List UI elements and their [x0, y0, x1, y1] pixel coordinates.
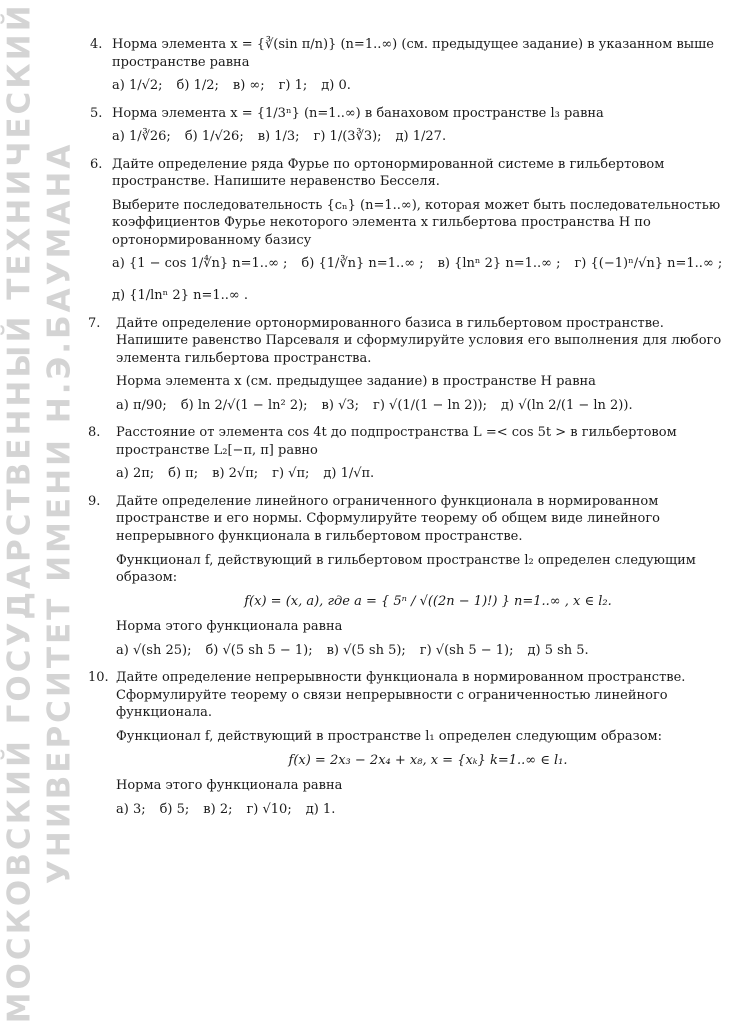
problem-text: Дайте определение ортонормированного базиса в гильбертовом пространстве. Напишите равенство Парсеваля и сформулируйте условия его выполнения для любого элемента гильбертова пространства.	[116, 315, 722, 366]
problem-text: Норма элемента x = {∛(sin π/n)} (n=1..∞) (см. предыдущее задание) в указанном выше пространстве равна	[112, 37, 714, 70]
problem-text: Дайте определение линейного ограниченного функционала в нормированном пространстве и его нормы. Сформулируйте теорему об общем виде линейного непрерывного функционала в гильбертовом пространстве.	[116, 493, 661, 545]
formula: f(x) = 2x₃ − 2x₄ + x₈, x = {xₖ} k=1..∞ ∈ l₁.	[288, 752, 568, 768]
answer-a: а) 1/√2;	[112, 78, 163, 94]
answer-options	[112, 77, 740, 95]
answer-b: б) π;	[168, 466, 199, 482]
problem-text: Расстояние от элемента cos 4t до подпространства L =< cos 5t > в гильбертовом пространстве L₂[−π, π] равно	[116, 425, 677, 458]
problem-number: 9.	[88, 493, 101, 509]
problem-7	[88, 315, 740, 415]
answer-c: в) √3;	[321, 397, 360, 413]
answer-a: а) √(sh 25);	[116, 642, 192, 658]
answer-options	[116, 397, 740, 415]
answer-c: в) 2√π;	[212, 466, 259, 482]
watermark-column-1	[0, 0, 40, 1026]
problem-text: Дайте определение ряда Фурье по ортонормированной системе в гильбертовом пространстве. Напишите неравенство Бесселя.	[112, 156, 665, 190]
watermark-line-2: УНИВЕРСИТЕТ ИМЕНИ Н.Э.БАУМАНА	[41, 141, 78, 885]
problem-text-2: Норма элемента x (см. предыдущее задание) в пространстве H равна	[116, 374, 596, 390]
answer-options	[116, 801, 740, 819]
answer-options	[112, 128, 740, 146]
answer-e: д) 1/√π.	[323, 466, 375, 482]
answer-c: в) 2;	[203, 801, 233, 817]
answer-b: б) 1/2;	[176, 78, 219, 94]
answer-e: д) 5 sh 5.	[527, 642, 589, 658]
answer-b: б) ln 2/√(1 − ln² 2);	[180, 397, 308, 413]
problem-5	[90, 105, 740, 146]
answer-options	[116, 642, 740, 660]
answer-e: д) 1.	[305, 801, 336, 817]
answer-e: д) 1/27.	[395, 129, 447, 145]
problem-text-3: Норма этого функционала равна	[116, 778, 343, 794]
problem-list	[90, 36, 740, 828]
watermark-column-2	[40, 0, 80, 1026]
answer-b: б) √(5 sh 5 − 1);	[205, 642, 313, 658]
problem-number: 4.	[90, 37, 103, 52]
answer-b: б) 5;	[159, 801, 190, 817]
answer-options	[116, 465, 740, 483]
formula: f(x) = (x, a), где a = { 5ⁿ / √((2n − 1)!) } n=1..∞ , x ∈ l₂.	[244, 593, 612, 609]
answer-d: г) {(−1)ⁿ/√n} n=1..∞ ;	[574, 256, 723, 272]
problem-text-2: Функционал f, действующий в пространстве l₁ определен следующим образом:	[116, 728, 663, 744]
problem-text-2: Выберите последовательность {cₙ} (n=1..∞), которая может быть последовательностью коэффициентов Фурье некоторого элемента x гильбертова пространства H по ортонормированному базису	[112, 197, 721, 248]
problem-number: 10.	[88, 670, 109, 686]
problem-8	[88, 424, 740, 483]
problem-10	[88, 669, 740, 818]
problem-text: Дайте определение непрерывности функционала в нормированном пространстве. Сформулируйте теорему о связи непрерывности с ограниченностью линейного функционала.	[116, 670, 686, 721]
answer-b: б) 1/√26;	[184, 129, 244, 145]
answer-e: д) √(ln 2/(1 − ln 2)).	[501, 397, 633, 413]
problem-number: 8.	[88, 425, 101, 441]
answer-c: в) {lnⁿ 2} n=1..∞ ;	[437, 256, 561, 272]
answer-d: г) √π;	[272, 466, 310, 482]
answer-e: д) 0.	[321, 78, 351, 94]
answer-a: а) 2π;	[116, 466, 155, 482]
problem-text: Норма элемента x = {1/3ⁿ} (n=1..∞) в банаховом пространстве l₃ равна	[112, 105, 604, 121]
problem-6	[90, 156, 740, 305]
answer-d: г) √(sh 5 − 1);	[419, 642, 514, 658]
problem-number: 5.	[90, 105, 103, 121]
problem-text-3: Норма этого функционала равна	[116, 619, 343, 635]
answer-a: а) 1/∛26;	[112, 129, 171, 145]
answer-c: в) 1/3;	[257, 129, 300, 145]
problem-4	[90, 36, 740, 95]
answer-d: г) √(1/(1 − ln 2));	[373, 397, 487, 413]
answer-options	[112, 255, 740, 304]
answer-c: в) ∞;	[232, 78, 265, 94]
answer-a: а) π/90;	[116, 397, 167, 413]
answer-a: а) {1 − cos 1/∜n} n=1..∞ ;	[112, 256, 288, 272]
answer-a: а) 3;	[116, 801, 146, 817]
answer-d: г) √10;	[246, 801, 292, 817]
problem-text-2: Функционал f, действующий в гильбертовом пространстве l₂ определен следующим образом:	[116, 552, 696, 586]
watermark-line-1: МОСКОВСКИЙ ГОСУДАРСТВЕННЫЙ ТЕХНИЧЕСКИЙ	[1, 2, 38, 1024]
answer-b: б) {1/∛n} n=1..∞ ;	[301, 256, 424, 272]
answer-c: в) √(5 sh 5);	[326, 642, 406, 658]
answer-d: г) 1;	[278, 78, 308, 94]
answer-d: г) 1/(3∛3);	[313, 129, 382, 145]
problem-number: 6.	[90, 156, 103, 172]
problem-9	[88, 493, 740, 659]
answer-e: д) {1/lnⁿ 2} n=1..∞ .	[112, 288, 248, 304]
problem-number: 7.	[88, 315, 101, 331]
